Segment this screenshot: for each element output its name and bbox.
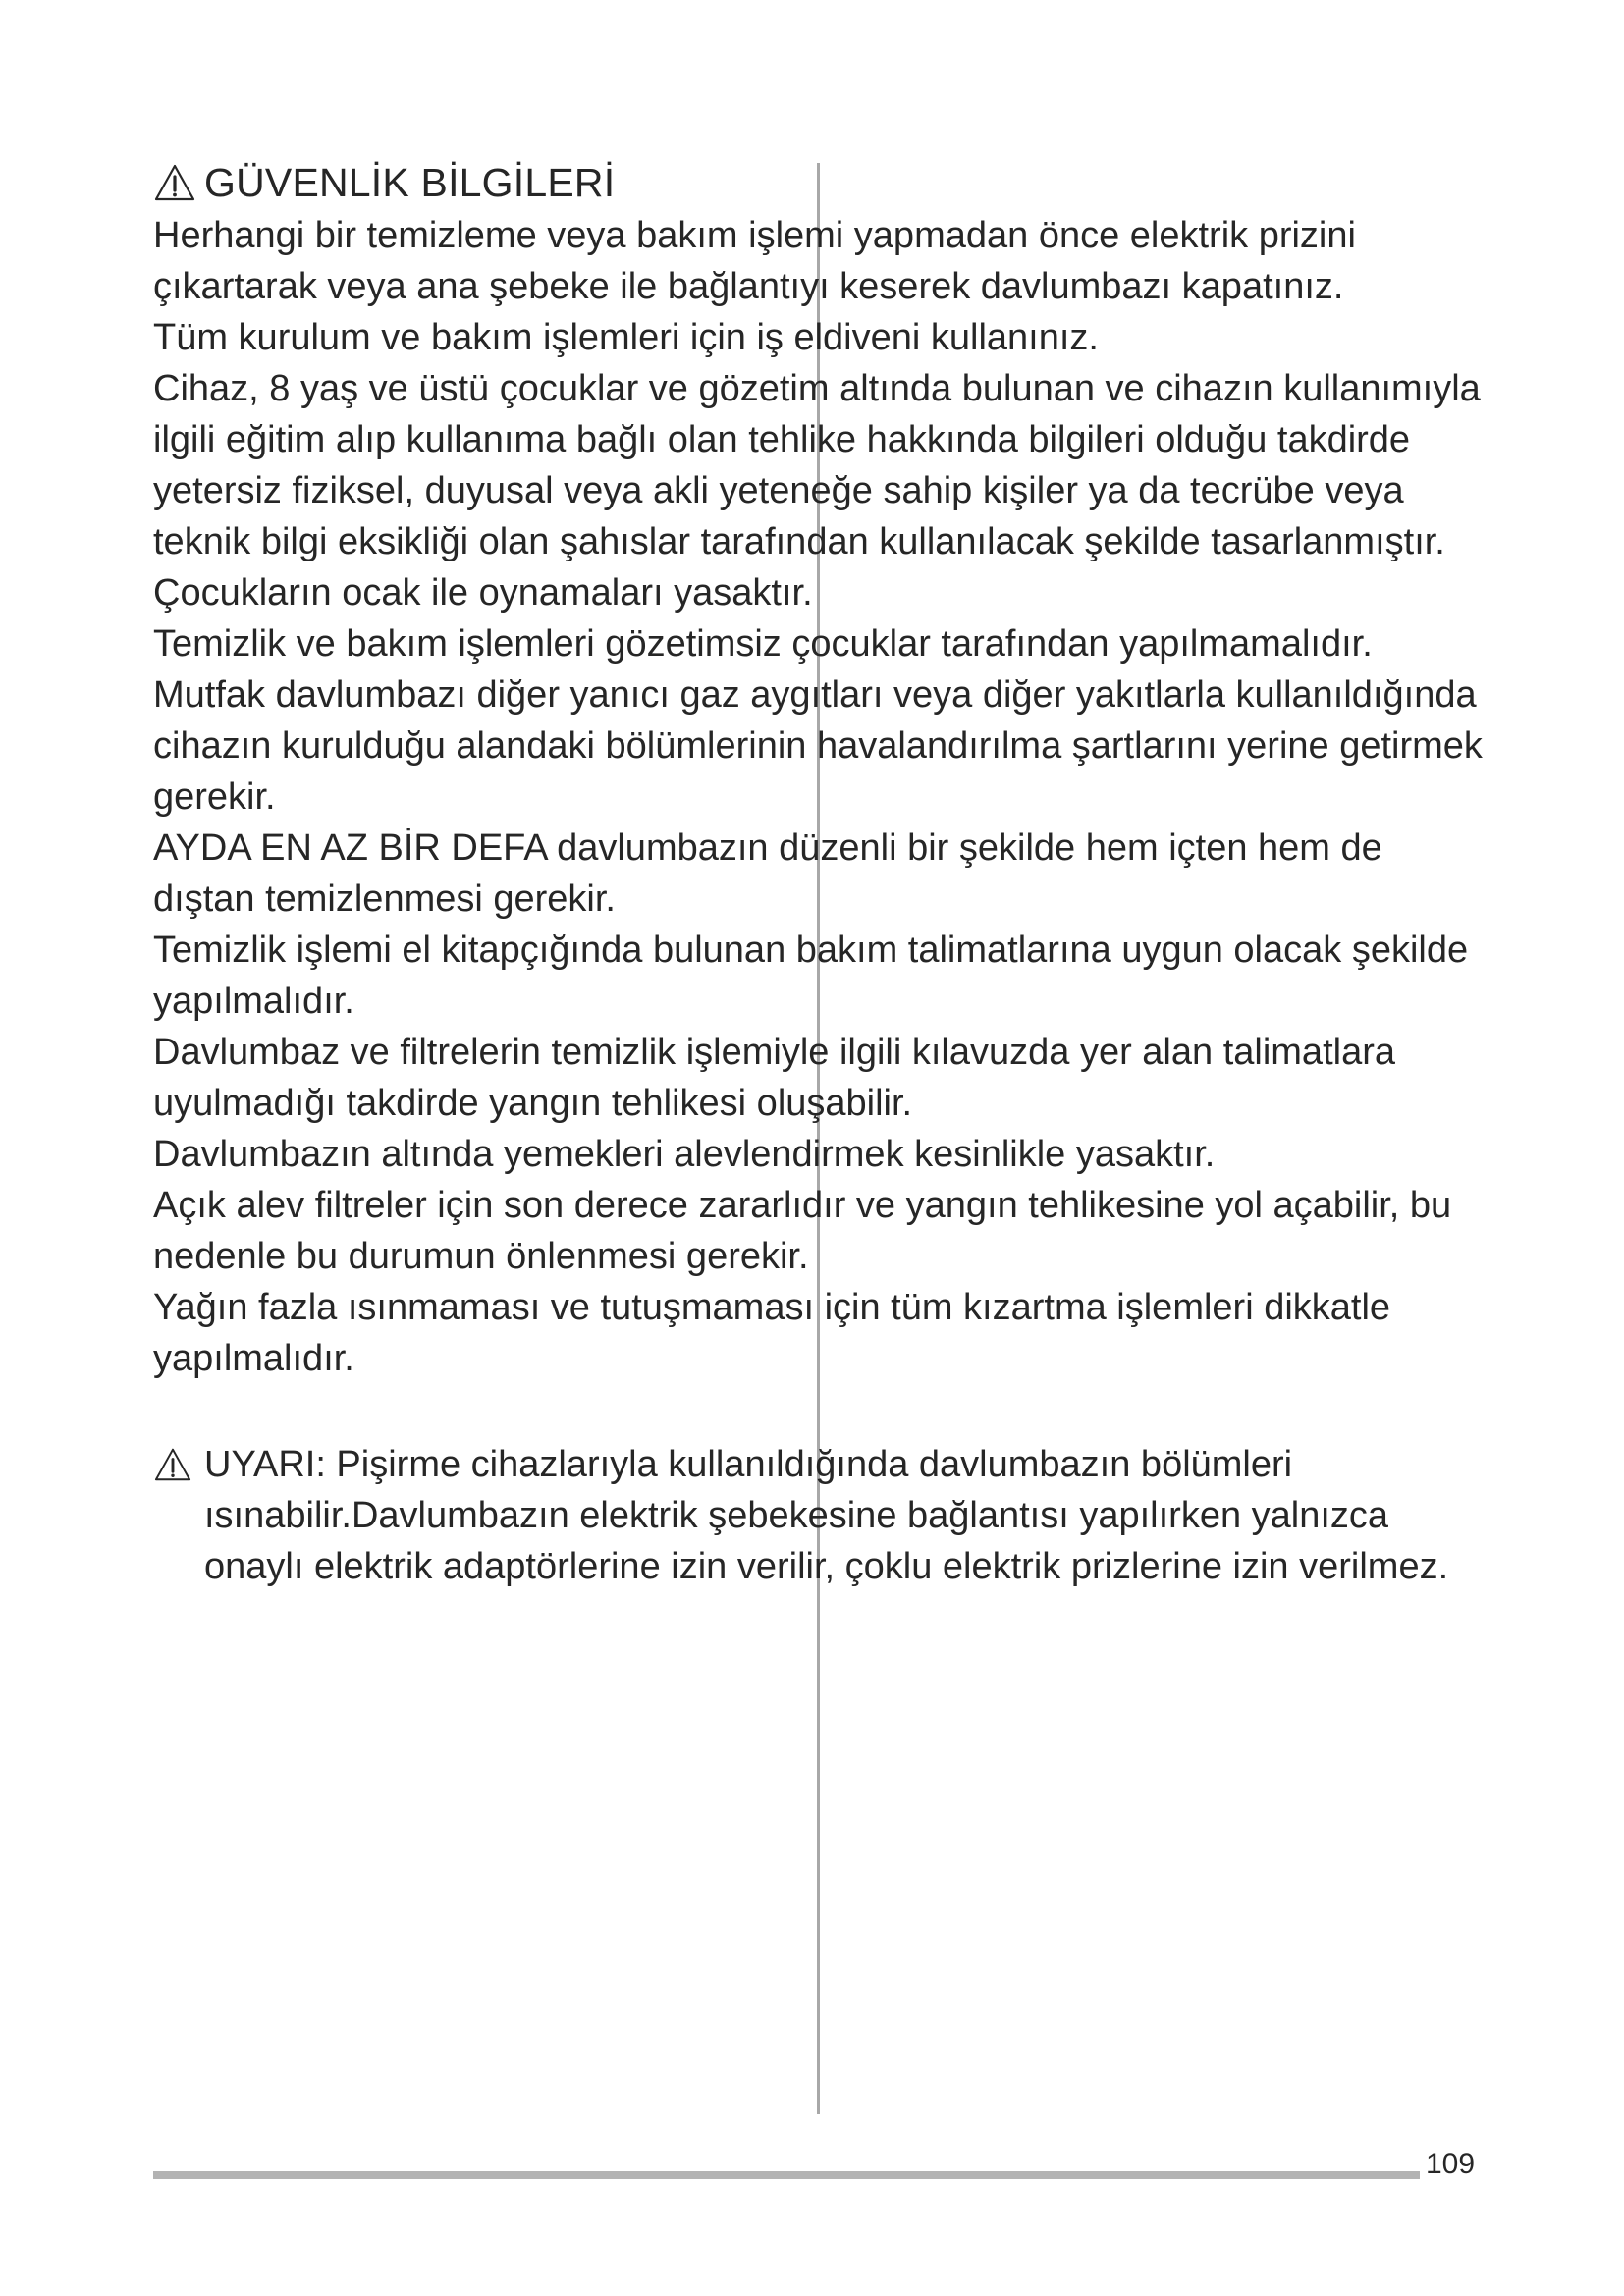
paragraph: Açık alev filtreler için son derece zararlıdır ve yangın tehlikesine yol açabilir, bu nedenle bu durumun önlenmesi gerekir. <box>153 1185 1452 1277</box>
paragraph: Temizlik ve bakım işlemleri gözetimsiz çocuklar tarafından yapılmamalıdır. <box>153 623 1373 665</box>
paragraph: Herhangi bir temizleme veya bakım işlemi yapmadan önce elektrik prizini çıkartarak veya ana şebeke ile bağlantıyı keserek davlumbazı kapatınız. <box>153 215 1356 307</box>
footer-divider <box>153 2171 1420 2179</box>
warning-note <box>153 1439 1489 1592</box>
paragraph: Temizlik işlemi el kitapçığında bulunan bakım talimatlarına uygun olacak şekilde yapılmalıdır. <box>153 930 1469 1022</box>
paragraph: Yağın fazla ısınmaması ve tutuşmaması için tüm kızartma işlemleri dikkatle yapılmalıdır. <box>153 1287 1391 1379</box>
paragraph: Cihaz, 8 yaş ve üstü çocuklar ve gözetim altında bulunan ve cihazın kullanımıyla ilgili eğitim alıp kullanıma bağlı olan tehlike hakkında bilgileri olduğu takdirde yetersiz fiziksel, duyusal veya akli yeteneğe sahip kişiler ya da tecrübe veya teknik bilgi eksikliği olan şahıslar tarafından kullanılacak şekilde tasarlanmıştır. <box>153 368 1481 562</box>
page-content <box>153 157 1489 1592</box>
paragraph: Tüm kurulum ve bakım işlemleri için iş eldiveni kullanınız. <box>153 317 1099 358</box>
safety-paragraphs <box>153 210 1489 1384</box>
paragraph: Mutfak davlumbazı diğer yanıcı gaz aygıtları veya diğer yakıtlarla kullanıldığında cihazın kurulduğu alandaki bölümlerinin havalandırılma şartlarını yerine getirmek gerekir. <box>153 674 1483 818</box>
warning-triangle-icon <box>153 163 196 202</box>
paragraph: Davlumbazın altında yemekleri alevlendirmek kesinlikle yasaktır. <box>153 1134 1216 1175</box>
section-title: GÜVENLİK BİLGİLERİ <box>204 160 616 205</box>
page-number: 109 <box>1426 2148 1476 2180</box>
paragraph: AYDA EN AZ BİR DEFA davlumbazın düzenli bir şekilde hem içten hem de dıştan temizlenmesi gerekir. <box>153 828 1382 920</box>
section-heading <box>153 157 1489 208</box>
warning-text: UYARI: Pişirme cihazlarıyla kullanıldığında davlumbazın bölümleri ısınabilir.Davlumbazın elektrik şebekesine bağlantısı yapılırken yalnızca onaylı elektrik adaptörlerine izin verilir, çoklu elektrik prizlerine izin verilmez. <box>204 1444 1449 1587</box>
paragraph: Çocukların ocak ile oynamaları yasaktır. <box>153 572 813 614</box>
warning-triangle-icon <box>153 1447 192 1482</box>
paragraph: Davlumbaz ve filtrelerin temizlik işlemiyle ilgili kılavuzda yer alan talimatlara uyulmadığı takdirde yangın tehlikesi oluşabilir. <box>153 1032 1395 1124</box>
